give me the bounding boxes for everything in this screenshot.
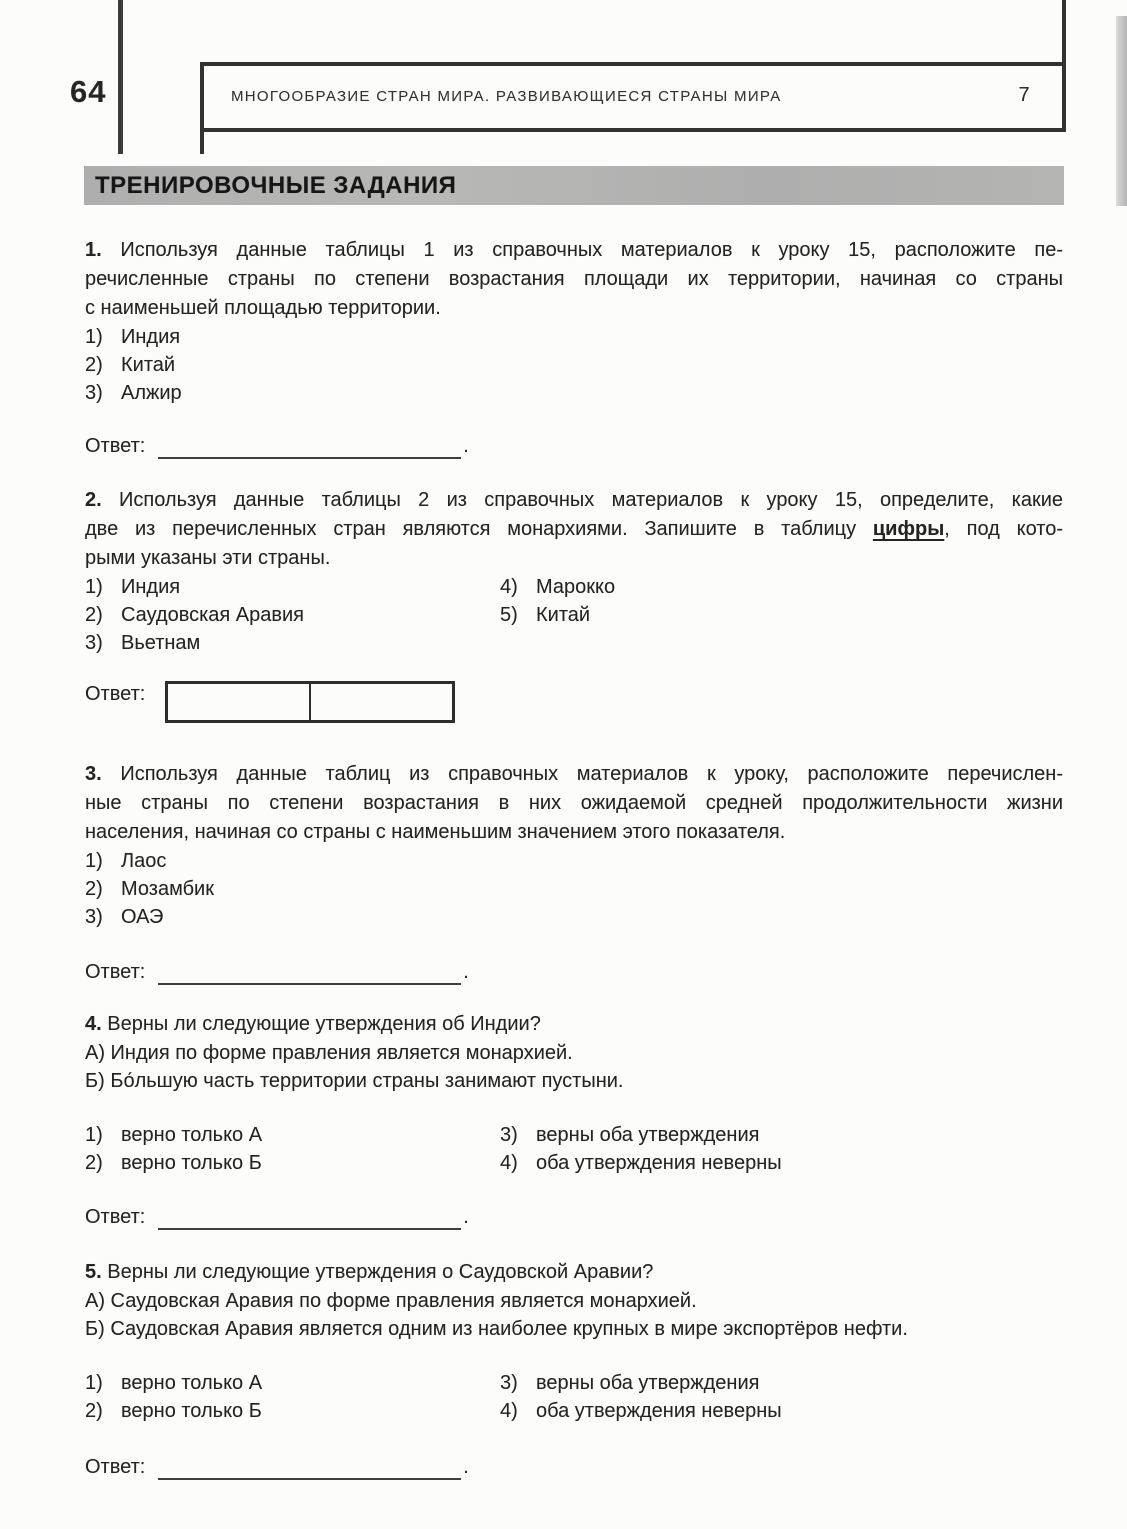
item-number: 4)	[500, 1400, 518, 1422]
item-text: верно только Б	[121, 1152, 262, 1174]
item-number: 3)	[85, 382, 103, 404]
task-3	[85, 756, 1063, 985]
statement-b: Б) Бо́льшую часть территории страны занимают пустыни.	[85, 1070, 624, 1092]
item-text: верны оба утверждения	[536, 1372, 760, 1394]
item-text: верно только А	[121, 1372, 263, 1394]
task-text-line	[85, 760, 1063, 789]
task-text-line: речисленные страны по степени возрастания площади их территории, начиная со страны	[85, 268, 1063, 290]
item-number: 1)	[85, 326, 103, 348]
item-number: 2)	[85, 1152, 103, 1174]
list-item	[85, 351, 1063, 379]
answer-blank[interactable]	[158, 1205, 461, 1230]
item-number: 4)	[500, 1152, 518, 1174]
options-left-column	[85, 1369, 500, 1425]
choices-left-column	[85, 573, 500, 657]
item-text: Алжир	[121, 382, 182, 404]
options-right-column	[500, 1121, 1063, 1177]
item-number: 3)	[85, 906, 103, 928]
emphasized-word: цифры	[872, 518, 945, 540]
item-text: Индия	[121, 576, 181, 598]
header-box-bottom-rule	[200, 128, 1066, 132]
task-5	[85, 1250, 1063, 1480]
list-item	[85, 875, 1063, 903]
task-1-choices	[85, 323, 1063, 407]
answer-cell-2[interactable]	[309, 684, 452, 720]
list-item	[500, 573, 1063, 601]
list-item	[500, 601, 1063, 629]
list-item	[500, 1149, 1063, 1177]
answer-table[interactable]	[165, 681, 455, 723]
task-number: 5.	[85, 1261, 102, 1283]
task-line-text: две из перечисленных стран являются монархиями. Запишите в таблицу	[85, 518, 873, 540]
list-item	[500, 1397, 1063, 1425]
options-left-column	[85, 1121, 500, 1177]
item-text: Саудовская Аравия	[121, 604, 305, 626]
answer-label: Ответ:	[85, 683, 146, 705]
answer-blank[interactable]	[158, 434, 461, 459]
item-number: 4)	[500, 576, 518, 598]
task-number: 4.	[85, 1013, 102, 1035]
task-line-text: , под кото-	[944, 518, 1064, 540]
statement-a: А) Саудовская Аравия по форме правления является монархией.	[85, 1290, 697, 1312]
item-text: оба утверждения неверны	[536, 1400, 782, 1422]
item-number: 2)	[85, 878, 103, 900]
item-number: 5)	[500, 604, 518, 626]
item-text: верно только Б	[121, 1400, 262, 1422]
item-text: Индия	[121, 326, 181, 348]
chapter-title: МНОГООБРАЗИЕ СТРАН МИРА. РАЗВИВАЮЩИЕСЯ СТРАНЫ МИРА	[231, 88, 782, 105]
answer-row	[85, 959, 1063, 985]
scan-edge-shadow	[1116, 16, 1127, 206]
task-text-line	[85, 486, 1063, 515]
list-item	[500, 1369, 1063, 1397]
left-page-number: 64	[70, 74, 107, 109]
item-number: 2)	[85, 354, 103, 376]
item-text: верно только А	[121, 1124, 263, 1146]
item-text: Китай	[121, 354, 176, 376]
item-number: 1)	[85, 1124, 103, 1146]
section-banner-title: ТРЕНИРОВОЧНЫЕ ЗАДАНИЯ	[95, 171, 457, 199]
task-4-options	[85, 1121, 1063, 1177]
list-item	[500, 1121, 1063, 1149]
list-item	[85, 323, 1063, 351]
item-number: 2)	[85, 1400, 103, 1422]
options-right-column	[500, 1369, 1063, 1425]
item-number: 1)	[85, 1372, 103, 1394]
answer-blank[interactable]	[158, 960, 461, 985]
list-item	[85, 601, 500, 629]
statement-b: Б) Саудовская Аравия является одним из наиболее крупных в мире экспортёров нефти.	[85, 1318, 908, 1340]
task-2-choices	[85, 573, 1063, 657]
list-item	[85, 1121, 500, 1149]
task-text-line: ные страны по степени возрастания в них ожидаемой средней продолжительности жизни	[85, 792, 1063, 814]
list-item	[85, 903, 1063, 931]
section-banner	[84, 166, 1064, 205]
task-4	[85, 1002, 1063, 1230]
task-text-line	[85, 1010, 1063, 1039]
item-text: Вьетнам	[121, 632, 201, 654]
header-box-top-rule	[200, 62, 1066, 66]
choices-right-column	[500, 573, 1063, 657]
task-text-line	[85, 236, 1063, 265]
answer-period: .	[463, 1206, 469, 1228]
answer-period: .	[463, 961, 469, 983]
task-line-text: Используя данные таблицы 1 из справочных материалов к уроку 15, расположите пе-	[120, 239, 1063, 261]
answer-row	[85, 681, 1063, 723]
task-line-text: Используя данные таблиц из справочных материалов к уроку, расположите перечислен-	[120, 763, 1063, 785]
list-item	[85, 1149, 500, 1177]
answer-label: Ответ:	[85, 435, 146, 457]
task-line-text: Используя данные таблицы 2 из справочных материалов к уроку 15, определите, какие	[119, 489, 1063, 511]
item-text: Китай	[536, 604, 591, 626]
task-number: 1.	[85, 239, 102, 261]
lesson-number: 7	[1018, 84, 1030, 106]
list-item	[85, 1397, 500, 1425]
task-title: Верны ли следующие утверждения об Индии?	[107, 1013, 541, 1035]
statement-a: А) Индия по форме правления является монархией.	[85, 1042, 573, 1064]
answer-label: Ответ:	[85, 1456, 146, 1478]
list-item	[85, 379, 1063, 407]
list-item	[85, 847, 1063, 875]
task-text-line	[85, 1258, 1063, 1287]
answer-row	[85, 1454, 1063, 1480]
item-text: Марокко	[536, 576, 616, 598]
task-title: Верны ли следующие утверждения о Саудовской Аравии?	[107, 1261, 654, 1283]
task-5-options	[85, 1369, 1063, 1425]
task-text-line: с наименьшей площадью территории.	[85, 297, 441, 319]
task-text-line: рыми указаны эти страны.	[85, 547, 331, 569]
task-3-choices	[85, 847, 1063, 931]
task-2	[85, 482, 1063, 723]
task-text-line: населения, начиная со страны с наименьшим значением этого показателя.	[85, 821, 786, 843]
item-text: Лаос	[121, 850, 167, 872]
answer-label: Ответ:	[85, 1206, 146, 1228]
page-edge-rule	[118, 0, 123, 154]
answer-blank[interactable]	[158, 1455, 461, 1480]
answer-cell-1[interactable]	[168, 684, 309, 720]
item-text: ОАЭ	[121, 906, 164, 928]
item-number: 1)	[85, 850, 103, 872]
task-1	[85, 232, 1063, 459]
item-number: 1)	[85, 576, 103, 598]
item-number: 3)	[500, 1124, 518, 1146]
answer-label: Ответ:	[85, 961, 146, 983]
list-item	[85, 629, 500, 657]
item-number: 2)	[85, 604, 103, 626]
list-item	[85, 573, 500, 601]
answer-period: .	[463, 1456, 469, 1478]
task-number: 3.	[85, 763, 102, 785]
header-box-left-rule	[200, 62, 204, 154]
item-number: 3)	[500, 1372, 518, 1394]
item-text: Мозамбик	[121, 878, 214, 900]
answer-row	[85, 433, 1063, 459]
item-number: 3)	[85, 632, 103, 654]
item-text: оба утверждения неверны	[536, 1152, 782, 1174]
answer-period: .	[463, 435, 469, 457]
item-text: верны оба утверждения	[536, 1124, 760, 1146]
header-box-right-rule	[1062, 0, 1066, 132]
task-text-line	[85, 515, 1063, 544]
task-number: 2.	[85, 489, 102, 511]
answer-row	[85, 1204, 1063, 1230]
list-item	[85, 1369, 500, 1397]
